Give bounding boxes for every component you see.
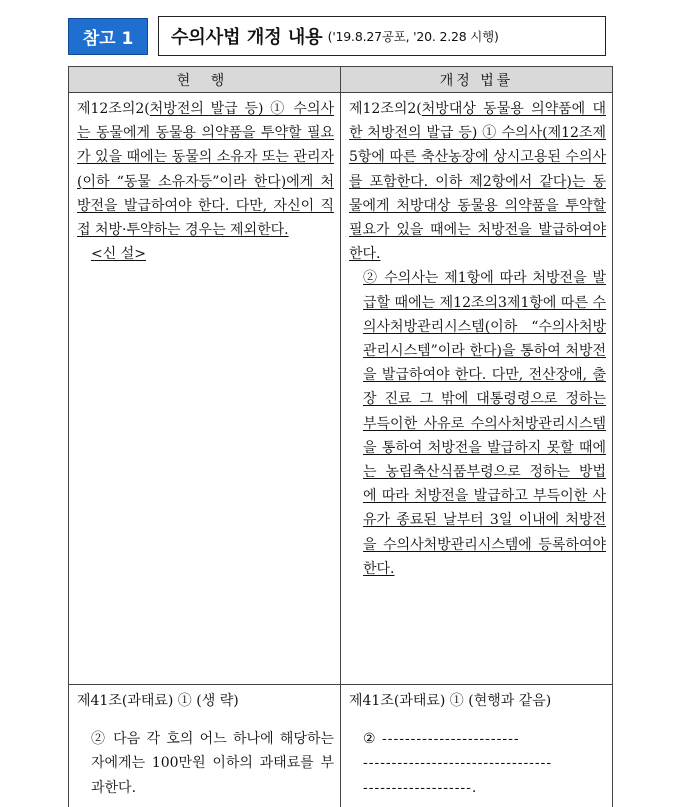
column-header-current: 현 행 — [69, 67, 341, 93]
current-article-12-cell — [69, 93, 341, 685]
column-header-revised: 개정 법률 — [341, 67, 613, 93]
current-article-12: 제12조의2(처방전의 발급 등) ① 수의사는 동물에게 동물용 의약품을 투약할 필요가 있을 때에는 동물의 소유자 또는 관리자(이하 “동물 소유자등”이라 한다)에게 처방전을 발급하여야 한다. 다만, 자신이 직접 처방·투약하는 경우는 제외한다. — [77, 101, 334, 239]
document-subtitle: ('19.8.27공포, '20. 2.28 시행) — [327, 29, 499, 44]
comparison-table — [68, 66, 613, 807]
revised-article-12-cell — [341, 93, 613, 685]
current-article-41-p2: ② 다음 각 호의 어느 하나에 해당하는 자에게는 100만원 이하의 과태료를 부과한다. — [91, 731, 334, 796]
revised-article-41-cell — [341, 685, 613, 807]
revised-article-12-p1: 제12조의2(처방대상 동물용 의약품에 대한 처방전의 발급 등) ① 수의사(제12조제5항에 따른 축산농장에 상시고용된 수의사를 포함한다. 이하 제2항에서 같다)는 동물에게 처방대상 동물용 의약품을 투약할 필요가 있을 때에는 처방전을 발급하여야 한다. — [349, 101, 606, 263]
revised-article-12-p2: ② 수의사는 제1항에 따라 처방전을 발급할 때에는 제12조의3제1항에 따른 수의사처방관리시스템(이하 “수의사처방관리시스템”이라 한다)을 통하여 처방전을 발급하여야 한다. 다만, 전산장애, 출장 진료 그 밖에 대통령령으로 정하는 부득이한 사유로 수의사처방관리시스템을 통하여 처방전을 발급하지 못할 때에는 농림축산식품부령으로 정하는 방법에 따라 처방전을 발급하고 부득이한 사유가 종료된 날부터 3일 이내에 처방전을 수의사처방관리시스템에 등록하여야 한다. — [363, 270, 606, 577]
title-box — [158, 16, 606, 56]
document-header — [68, 16, 608, 56]
revised-article-41-p2: ② ------------------------ --------------------------------- -------------------. — [363, 731, 553, 796]
current-article-12-underlined: 처방전의 발급 등) ① 수의사는 동물에게 동물용 의약품을 투약할 필요가 있을 때에는 동물의 소유자 또는 관리자(이하 “동물 소유자등”이라 한다)에게 처방전을 발급하여야 한다. 다만, 자신이 직접 처방·투약하는 경우는 제외한다. — [77, 101, 334, 239]
reference-badge: 참고 1 — [68, 18, 148, 55]
document-title: 수의사법 개정 내용 — [171, 27, 323, 48]
current-article-41-cell — [69, 685, 341, 807]
current-article-41-line: 제41조(과태료) ① (생 략) — [77, 693, 239, 709]
revised-article-41-line: 제41조(과태료) ① (현행과 같음) — [349, 693, 552, 709]
current-new-clause: <신 설> — [91, 246, 146, 263]
